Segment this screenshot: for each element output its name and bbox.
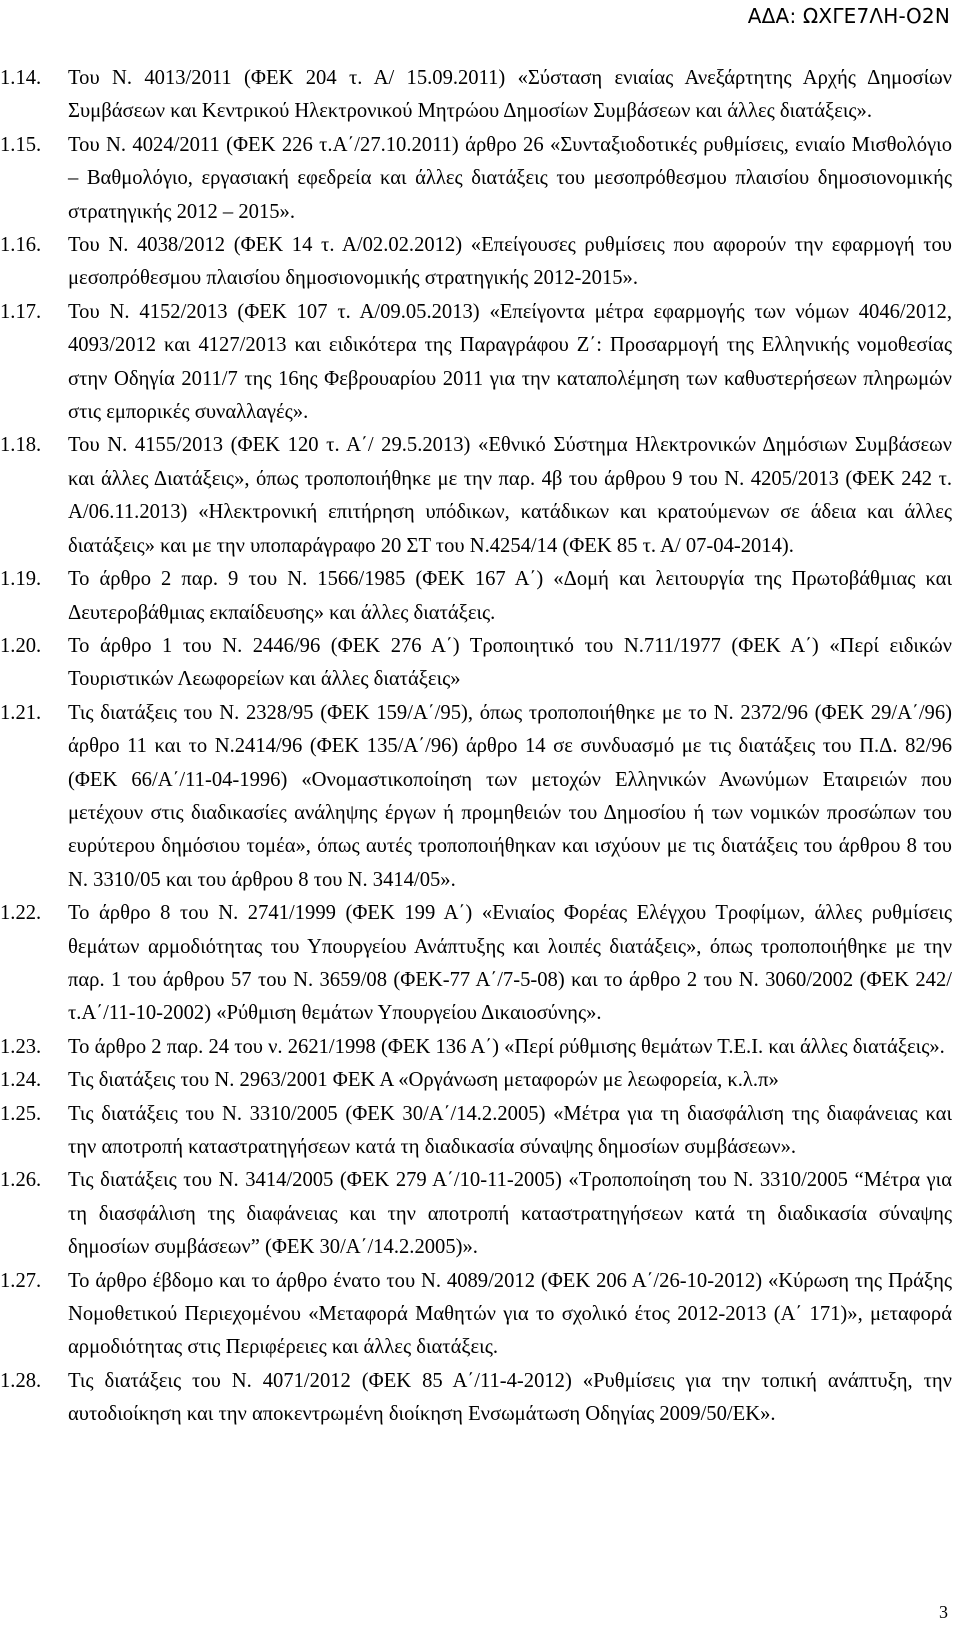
item-text: Του Ν. 4013/2011 (ΦΕΚ 204 τ. Α/ 15.09.2011) «Σύσταση ενιαίας Ανεξάρτητης Αρχής Δημοσίων Συμβάσεων και Κεντρικού Ηλεκτρονικού Μητρώου Δημοσίων Συμβάσεων και άλλες διατάξεις». xyxy=(68,67,952,123)
list-item xyxy=(0,1031,952,1064)
page-number: 3 xyxy=(939,1602,948,1622)
list-item xyxy=(0,1265,952,1365)
list-item xyxy=(0,1064,952,1097)
ada-code: ΑΔΑ: ΩΧΓΕ7ΛΗ-Ο2Ν xyxy=(747,4,950,28)
item-number: 1.22. xyxy=(0,902,42,925)
item-text: Το άρθρο 2 παρ. 9 του Ν. 1566/1985 (ΦΕΚ 167 Α΄) «Δομή και λειτουργία της Πρωτοβάθμιας και Δευτεροβάθμιας εκπαίδευσης» και άλλες διατάξεις. xyxy=(68,568,952,624)
item-text: Το άρθρο 2 παρ. 24 του ν. 2621/1998 (ΦΕΚ 136 Α΄) «Περί ρύθμισης θεμάτων Τ.Ε.Ι. και άλλες διατάξεις». xyxy=(68,1035,945,1058)
item-number: 1.20. xyxy=(0,634,42,657)
item-number: 1.28. xyxy=(0,1369,42,1392)
list-item xyxy=(0,429,952,563)
list-item xyxy=(0,229,952,296)
list-item xyxy=(0,897,952,1031)
item-text: Τις διατάξεις του Ν. 3310/2005 (ΦΕΚ 30/Α΄/14.2.2005) «Μέτρα για τη διασφάλιση της διαφάνειας και την αποτροπή καταστρατηγήσεων κατά τη διαδικασία σύναψης δημοσίων συμβάσεων». xyxy=(68,1102,952,1158)
item-text: Τις διατάξεις του Ν. 2963/2001 ΦΕΚ Α «Οργάνωση μεταφορών με λεωφορεία, κ.λ.π» xyxy=(68,1069,779,1092)
item-text: Το άρθρο 8 του Ν. 2741/1999 (ΦΕΚ 199 Α΄) «Ενιαίος Φορέας Ελέγχου Τροφίμων, άλλες ρυθμίσεις θεμάτων αρμοδιότητας του Υπουργείου Ανάπτυξης και λοιπές διατάξεις», όπως τροποποιήθηκε με την παρ. 1 του άρθρου 57 του Ν. 3659/08 (ΦΕΚ-77 Α΄/7-5-08) και το άρθρο 2 του Ν. 3060/2002 (ΦΕΚ 242/τ.Α΄/11-10-2002) «Ρύθμιση θεμάτων Υπουργείου Δικαιοσύνης». xyxy=(68,902,952,1025)
item-text: Του Ν. 4024/2011 (ΦΕΚ 226 τ.Α΄/27.10.2011) άρθρο 26 «Συνταξιοδοτικές ρυθμίσεις, ενιαίο Μισθολόγιο – Βαθμολόγιο, εργασιακή εφεδρεία και άλλες διατάξεις του μεσοπρόθεσμου πλαισίου δημοσιονομικής στρατηγικής 2012 – 2015». xyxy=(68,133,952,223)
item-number: 1.17. xyxy=(0,300,42,323)
list-item xyxy=(0,630,952,697)
item-number: 1.16. xyxy=(0,234,42,257)
document-body xyxy=(0,62,952,1432)
item-number: 1.23. xyxy=(0,1035,42,1058)
item-text: Του Ν. 4155/2013 (ΦΕΚ 120 τ. Α΄/ 29.5.2013) «Εθνικό Σύστημα Ηλεκτρονικών Δημόσιων Συμβάσεων και άλλες Διατάξεις», όπως τροποποιήθηκε με την παρ. 4β του άρθρου 9 του Ν. 4205/2013 (ΦΕΚ 242 τ. Α/06.11.2013) «Ηλεκτρονική επιτήρηση υπόδικων, κατάδικων και κρατούμενων σε άδεια και άλλες διατάξεις» και με την υποπαράγραφο 20 ΣΤ του Ν.4254/14 (ΦΕΚ 85 τ. Α/ 07-04-2014). xyxy=(68,434,952,557)
item-number: 1.27. xyxy=(0,1269,42,1292)
list-item xyxy=(0,1098,952,1165)
item-text: Του Ν. 4038/2012 (ΦΕΚ 14 τ. Α/02.02.2012) «Επείγουσες ρυθμίσεις που αφορούν την εφαρμογή του μεσοπρόθεσμου πλαισίου δημοσιονομικής στρατηγικής 2012-2015». xyxy=(68,234,952,290)
list-item xyxy=(0,296,952,430)
item-number: 1.14. xyxy=(0,67,42,89)
list-item xyxy=(0,1164,952,1264)
item-number: 1.15. xyxy=(0,133,42,156)
item-number: 1.18. xyxy=(0,434,42,457)
item-text: Το άρθρο 1 του Ν. 2446/96 (ΦΕΚ 276 Α΄) Τροποιητικό του Ν.711/1977 (ΦΕΚ Α΄) «Περί ειδικών Τουριστικών Λεωφορείων και άλλες διατάξεις» xyxy=(68,634,952,691)
item-number: 1.25. xyxy=(0,1102,42,1125)
list-item xyxy=(0,62,952,129)
item-text: Τις διατάξεις του Ν. 3414/2005 (ΦΕΚ 279 Α΄/10-11-2005) «Τροποποίηση του Ν. 3310/2005 “Μέτρα για τη διασφάλιση της διαφάνειας και την αποτροπή καταστρατηγήσεων κατά τη διαδικασία σύναψης δημοσίων συμβάσεων” (ΦΕΚ 30/Α΄/14.2.2005)». xyxy=(68,1169,952,1259)
item-number: 1.24. xyxy=(0,1069,42,1092)
item-text: Του Ν. 4152/2013 (ΦΕΚ 107 τ. Α/09.05.2013) «Επείγοντα μέτρα εφαρμογής των νόμων 4046/2012, 4093/2012 και 4127/2013 και ειδικότερα της Παραγράφου Ζ΄: Προσαρμογή της Ελληνικής νομοθεσίας στην Οδηγία 2011/7 της 16ης Φεβρουαρίου 2011 για την καταπολέμηση των καθυστερήσεων πληρωμών στις εμπορικές συναλλαγές». xyxy=(68,300,952,424)
list-item xyxy=(0,563,952,630)
list-item xyxy=(0,1365,952,1432)
item-number: 1.26. xyxy=(0,1169,42,1192)
item-number: 1.21. xyxy=(0,701,42,724)
item-text: Τις διατάξεις του Ν. 4071/2012 (ΦΕΚ 85 Α΄/11-4-2012) «Ρυθμίσεις για την τοπική ανάπτυξη, την αυτοδιοίκηση και την αποκεντρωμένη διοίκηση Ενσωμάτωση Οδηγίας 2009/50/ΕΚ». xyxy=(68,1369,952,1426)
item-text: Τις διατάξεις του Ν. 2328/95 (ΦΕΚ 159/Α΄/95), όπως τροποποιήθηκε με το Ν. 2372/96 (ΦΕΚ 29/Α΄/96) άρθρο 11 και το Ν.2414/96 (ΦΕΚ 135/Α΄/96) άρθρο 14 σε συνδυασμό με τις διατάξεις του Π.Δ. 82/96 (ΦΕΚ 66/Α΄/11-04-1996) «Ονομαστικοποίηση των μετοχών Ελληνικών Ανωνύμων Εταιρειών που μετέχουν στις διαδικασίες ανάληψης έργων ή προμηθειών του Δημοσίου ή των νομικών προσώπων του ευρύτερου δημόσιου τομέα», όπως αυτές τροποποιήθηκαν και ισχύουν με τις διατάξεις του άρθρου 8 του Ν. 3310/05 και του άρθρου 8 του Ν. 3414/05». xyxy=(68,701,952,891)
item-text: Το άρθρο έβδομο και το άρθρο ένατο του Ν. 4089/2012 (ΦΕΚ 206 Α΄/26-10-2012) «Κύρωση της Πράξης Νομοθετικού Περιεχομένου «Μεταφορά Μαθητών για το σχολικό έτος 2012-2013 (Α΄ 171)», μεταφορά αρμοδιότητας στις Περιφέρειες και άλλες διατάξεις. xyxy=(68,1269,952,1359)
list-item xyxy=(0,129,952,229)
item-number: 1.19. xyxy=(0,568,42,591)
list-item xyxy=(0,697,952,897)
